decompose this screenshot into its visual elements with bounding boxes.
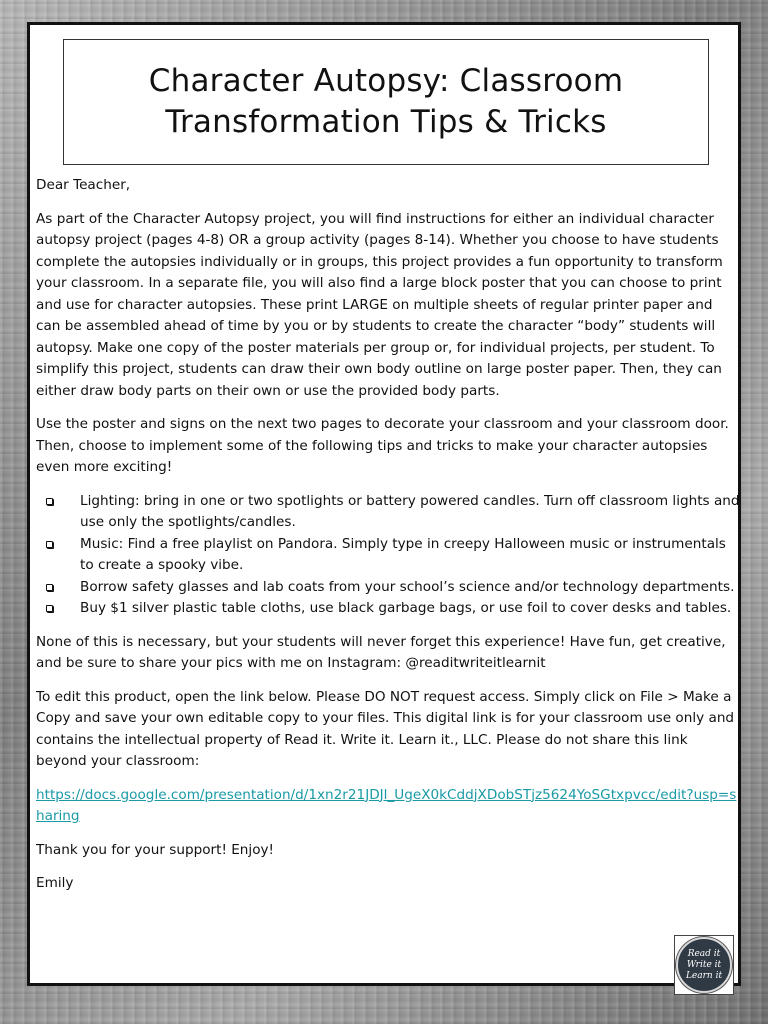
checkbox-bullet-icon: [46, 605, 53, 612]
necessary-paragraph: None of this is necessary, but your students will never forget this experience! Have fun, get creative, and be sure to share your pics with me on Instagram: @readitwriteitlearnit: [36, 633, 726, 671]
logo-line-1: Read it: [687, 948, 721, 959]
document-page: [27, 22, 741, 986]
list-item: [36, 577, 740, 599]
edit-instructions-paragraph: To edit this product, open the link below. Please DO NOT request access. Simply click on File > Make a Copy and save your own editable copy to your files. This digital link is for your classroom use only and contains the intellectual property of Read it. Write it. Learn it., LLC. Please do not share this link beyond your classroom:: [36, 688, 735, 769]
list-item: [36, 598, 740, 620]
greeting: Dear Teacher,: [36, 177, 131, 193]
page-title-line-2: Transformation Tips & Tricks: [165, 104, 607, 140]
thanks-text: Thank you for your support! Enjoy!: [36, 841, 275, 858]
checkbox-bullet-icon: [46, 541, 53, 548]
tip-text: Music: Find a free playlist on Pandora. Simply type in creepy Halloween music or instrumentals to create a spooky vibe.: [80, 535, 726, 573]
list-item: [36, 534, 740, 577]
brand-logo-frame: [674, 935, 734, 995]
tips-list: [36, 491, 740, 620]
letter-body: [36, 175, 740, 907]
logo-line-2: Write it: [686, 959, 722, 970]
checkbox-bullet-icon: [46, 498, 53, 505]
page-title-line-1: Character Autopsy: Classroom: [148, 63, 624, 99]
tip-text: Buy $1 silver plastic table cloths, use black garbage bags, or use foil to cover desks and tables.: [80, 600, 732, 616]
list-item: [36, 491, 740, 534]
intro-paragraph: As part of the Character Autopsy project, you will find instructions for either an individual character autopsy project (pages 4-8) OR a group activity (pages 8-14). Whether you choose to have students complete the autopsies individually or in groups, this project provides a fun opportunity to transform your classroom. In a separate file, you will also find a large block poster that you can choose to print and use for character autopsies. These print LARGE on multiple sheets of regular printer paper and can be assembled ahead of time by you or by students to create the character “body” students will autopsy. Make one copy of the poster materials per group or, for individual projects, per student. To simplify this project, students can draw their own body outline on large poster paper. Then, they can either draw body parts on their own or use the provided body parts.: [36, 210, 723, 399]
google-docs-link[interactable]: https://docs.google.com/presentation/d/1xn2r21JDJl_UgeX0kCddjXDobSTjz5624YoSGtxpvcc/edit?usp=sharing: [36, 786, 737, 824]
tip-text: Borrow safety glasses and lab coats from your school’s science and/or technology departments.: [80, 578, 735, 595]
checkbox-bullet-icon: [46, 584, 53, 591]
signature: Emily: [36, 875, 74, 891]
title-box: [63, 39, 709, 165]
logo-line-3: Learn it: [685, 970, 723, 981]
tip-text: Lighting: bring in one or two spotlights or battery powered candles. Turn off classroom lights and use only the spotlights/candles.: [80, 492, 740, 530]
decorate-paragraph: Use the poster and signs on the next two pages to decorate your classroom and your classroom door. Then, choose to implement some of the following tips and tricks to make your character autopsies even more exciting!: [36, 416, 729, 475]
brand-logo: [676, 937, 732, 993]
